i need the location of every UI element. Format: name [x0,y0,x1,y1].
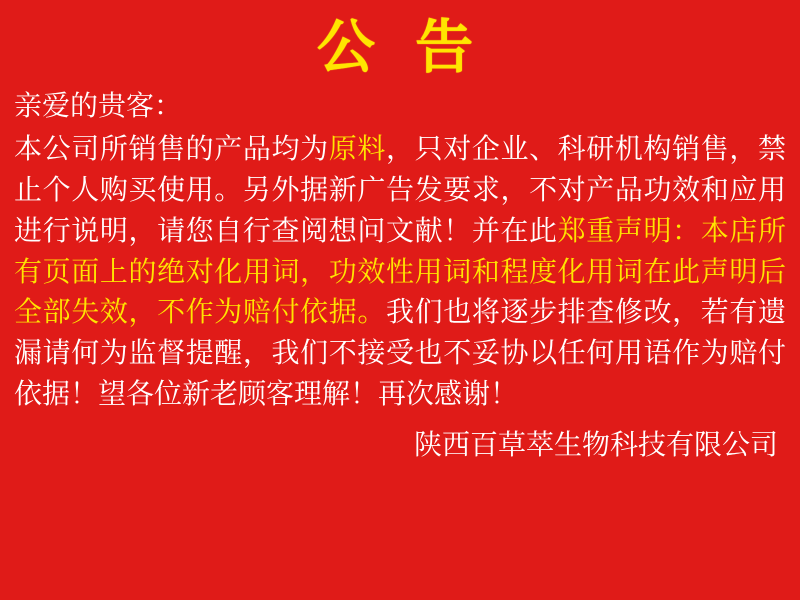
announcement-body [0,129,800,415]
body-segment-5: 我们也将逐步排查修改，若有遗漏请何为监督提醒，我们不接受也不妥协以任何用语作为赔付依据！望各位新老顾客理解！再次感谢！ [14,295,786,411]
body-segment-2-highlight: 原料 [328,131,386,165]
body-segment-1: 本公司所销售的产品均为 [14,131,329,165]
company-signature: 陕西百草萃生物科技有限公司 [413,428,778,461]
page-title: 公 告 [316,13,484,81]
body-segment-3: ，只对企业、科研机构销售，禁止个人购买使用。另外据新广告发要求，不对产品功效和应用进行说明，请您自行查阅想问文献！并在此 [14,131,786,247]
salutation-text: 亲爱的贵客： [14,89,183,122]
body-paragraph [14,132,786,410]
body-segment-4-highlight: 郑重声明：本店所有页面上的绝对化用词，功效性用词和程度化用词在此声明后全部失效，不作为赔付依据。 [14,213,786,329]
